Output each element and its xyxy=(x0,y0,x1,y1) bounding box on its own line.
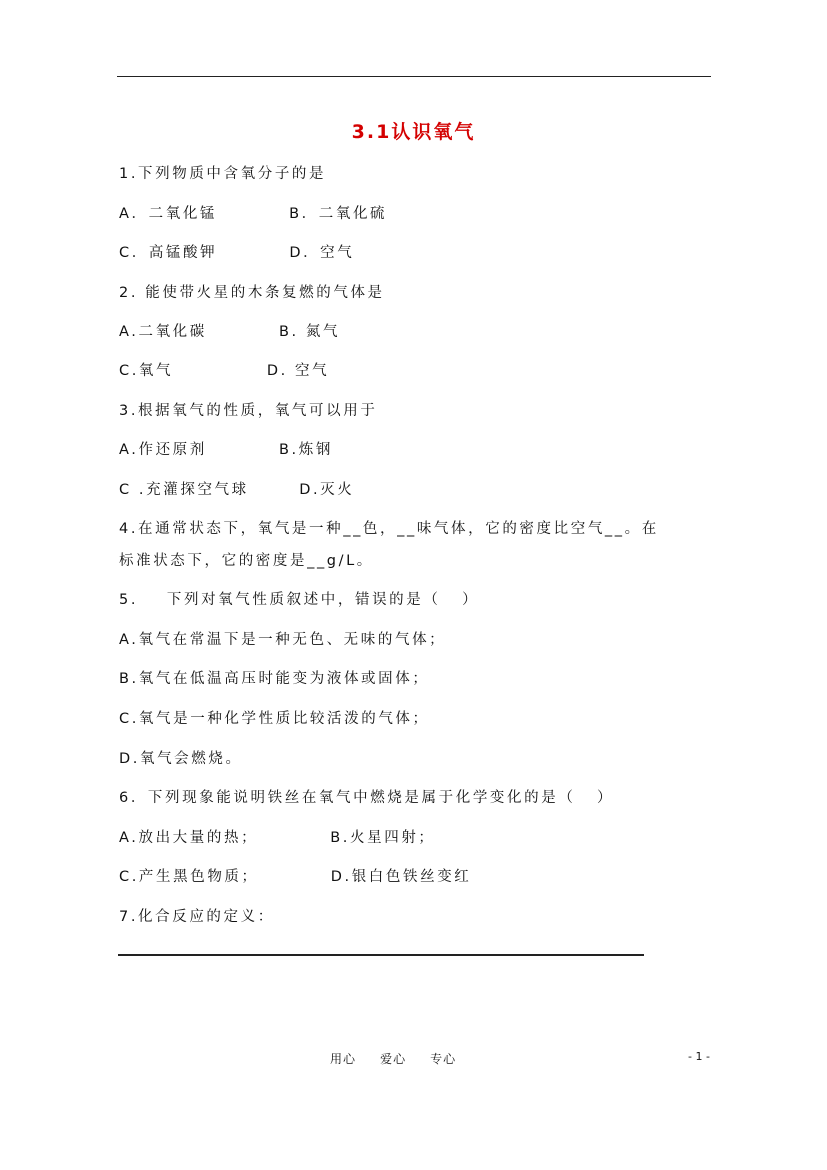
question-3-stem: 3.根据氧气的性质，氧气可以用于 xyxy=(119,403,378,419)
question-5-option-c: C.氧气是一种化学性质比较活泼的气体； xyxy=(119,711,430,727)
question-1-options-cd: C．高锰酸钾 D．空气 xyxy=(119,245,355,261)
question-5-option-b: B.氧气在低温高压时能变为液体或固体； xyxy=(119,671,430,687)
question-7-stem: 7.化合反应的定义： xyxy=(119,909,275,925)
question-2-options-ab: A.二氧化碳 B. 氮气 xyxy=(119,324,341,340)
page-number: - 1 - xyxy=(688,1050,710,1063)
footer-motto: 用心 爱心 专心 xyxy=(330,1052,457,1066)
question-6-options-cd: C.产生黑色物质； D.银白色铁丝变红 xyxy=(119,869,472,885)
question-5-option-d: D.氧气会燃烧。 xyxy=(119,751,243,767)
question-4-stem-cont: 标准状态下，它的密度是__g/L。 xyxy=(119,553,374,569)
answer-blank-line xyxy=(118,954,644,956)
question-2-options-cd: C.氧气 D. 空气 xyxy=(119,363,330,379)
question-1-options-ab: A．二氧化锰 B．二氧化硫 xyxy=(119,206,388,222)
question-2-stem: 2. 能使带火星的木条复燃的气体是 xyxy=(119,285,385,301)
question-1-stem: 1.下列物质中含氧分子的是 xyxy=(119,166,327,182)
page-title: 3.1认识氧气 xyxy=(351,121,476,143)
question-3-options-ab: A.作还原剂 B.炼钢 xyxy=(119,442,333,458)
question-4-stem: 4.在通常状态下，氧气是一种__色，__味气体，它的密度比空气__。在 xyxy=(119,521,659,537)
question-6-stem: 6．下列现象能说明铁丝在氧气中燃烧是属于化学变化的是（ ） xyxy=(119,790,615,806)
question-5-stem: 5. 下列对氧气性质叙述中，错误的是（ ） xyxy=(119,592,480,608)
question-3-options-cd: C .充灌探空气球 D.灭火 xyxy=(119,482,355,498)
question-5-option-a: A.氧气在常温下是一种无色、无味的气体； xyxy=(119,632,447,648)
question-6-options-ab: A.放出大量的热； B.火星四射； xyxy=(119,830,436,846)
header-rule xyxy=(117,76,711,77)
